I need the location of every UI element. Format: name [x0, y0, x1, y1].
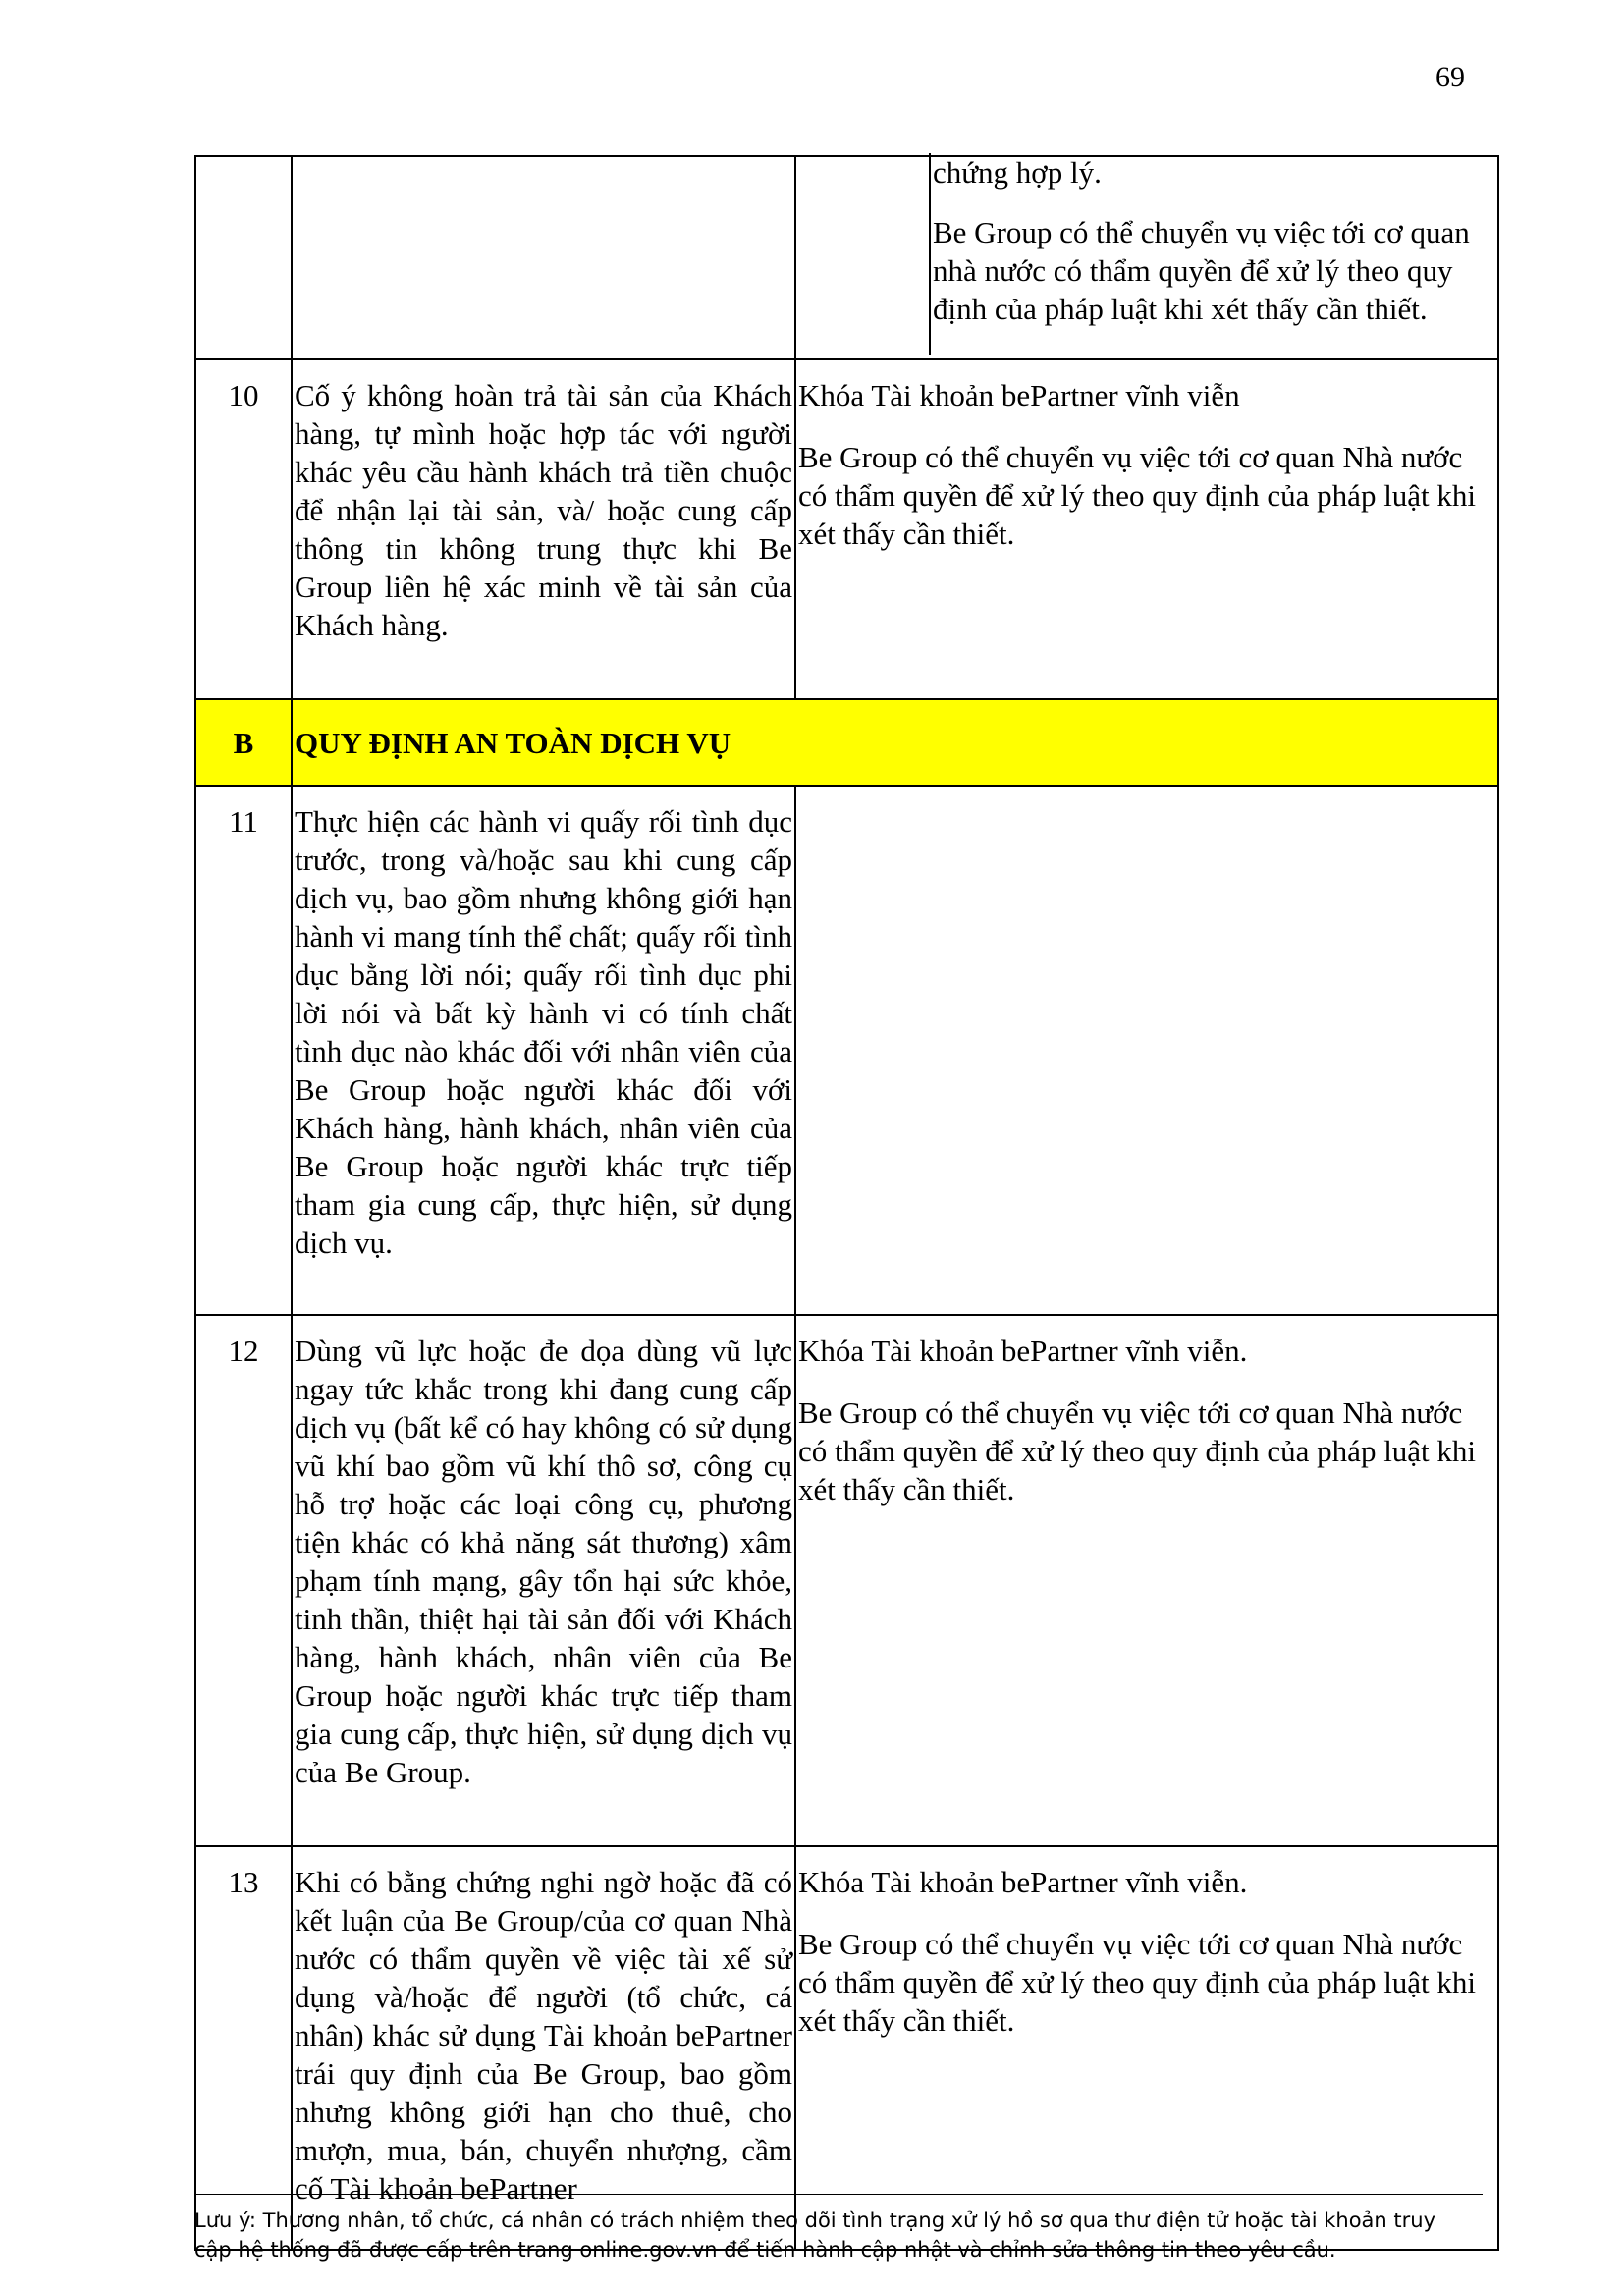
- table-row: [195, 1846, 1498, 2250]
- violations-table: [194, 155, 1499, 2251]
- row-number: 13: [195, 1846, 292, 2250]
- penalty-cell: [795, 359, 1498, 699]
- table-row: [195, 359, 1498, 699]
- penalty-line: Khóa Tài khoản bePartner vĩnh viễn: [798, 378, 1240, 412]
- violation-text: Cố ý không hoàn trả tài sản của Khách hàng, tự mình hoặc hợp tác với người khác yêu cầu hành khách trả tiền chuộc để nhận lại tài sản, và/ hoặc cung cấp thông tin không trung thực khi Be Group liên hệ xác minh về tài sản của Khách hàng.: [292, 359, 795, 699]
- section-letter: B: [195, 699, 292, 786]
- table-row: [195, 1315, 1498, 1846]
- penalty-note: Be Group có thể chuyển vụ việc tới cơ quan Nhà nước có thẩm quyền để xử lý theo quy định của pháp luật khi xét thấy cần thiết.: [798, 440, 1477, 551]
- footer-divider: [194, 2194, 1483, 2195]
- continuation-paragraph: Be Group có thể chuyển vụ việc tới cơ quan nhà nước có thẩm quyền để xử lý theo quy định của pháp luật khi xét thấy cần thiết.: [933, 215, 1470, 326]
- violation-cell: [292, 156, 795, 359]
- row-number: 10: [195, 359, 292, 699]
- penalty-cell: [795, 786, 1498, 1315]
- table-row-continuation: [195, 156, 1498, 359]
- penalty-line: Khóa Tài khoản bePartner vĩnh viễn.: [798, 1334, 1248, 1368]
- penalty-note: Be Group có thể chuyển vụ việc tới cơ quan Nhà nước có thẩm quyền để xử lý theo quy định của pháp luật khi xét thấy cần thiết.: [798, 1927, 1477, 2038]
- penalty-line: Khóa Tài khoản bePartner vĩnh viễn.: [798, 1865, 1248, 1899]
- row-number: 11: [195, 786, 292, 1315]
- section-title: QUY ĐỊNH AN TOÀN DỊCH VỤ: [292, 699, 1498, 786]
- penalty-note: Be Group có thể chuyển vụ việc tới cơ quan Nhà nước có thẩm quyền để xử lý theo quy định của pháp luật khi xét thấy cần thiết.: [798, 1395, 1477, 1506]
- violation-text: Dùng vũ lực hoặc đe dọa dùng vũ lực ngay tức khắc trong khi đang cung cấp dịch vụ (bất kể có hay không có sử dụng vũ khí bao gồm vũ khí thô sơ, công cụ hỗ trợ hoặc các loại công cụ, phương tiện khác có khả năng sát thương) xâm phạm tính mạng, gây tổn hại sức khỏe, tinh thần, thiệt hại tài sản đối với Khách hàng, hành khách, nhân viên của Be Group hoặc người khác trực tiếp tham gia cung cấp, thực hiện, sử dụng dịch vụ của Be Group.: [292, 1315, 795, 1846]
- row-number: 12: [195, 1315, 292, 1846]
- violation-text: Thực hiện các hành vi quấy rối tình dục trước, trong và/hoặc sau khi cung cấp dịch vụ, bao gồm nhưng không giới hạn hành vi mang tính thể chất; quấy rối tình dục bằng lời nói; quấy rối tình dục phi lời nói và bất kỳ hành vi có tính chất tình dục nào khác đối với nhân viên của Be Group hoặc người khác đối với Khách hàng, hành khách, nhân viên của Be Group hoặc người khác trực tiếp tham gia cung cấp, thực hiện, sử dụng dịch vụ.: [292, 786, 795, 1315]
- number-cell: [195, 156, 292, 359]
- footer-note: Lưu ý: Thương nhân, tổ chức, cá nhân có trách nhiệm theo dõi tình trạng xử lý hồ sơ qua thư điện tử hoặc tài khoản truy cập hệ thống đã được cấp trên trang online.gov.vn để tiến hành cập nhật và chỉnh sửa thông tin theo yêu cầu.: [194, 2209, 1435, 2262]
- violation-text: Khi có bằng chứng nghi ngờ hoặc đã có kết luận của Be Group/của cơ quan Nhà nước có thẩm quyền về việc tài xế sử dụng và/hoặc để người (tổ chức, cá nhân) khác sử dụng Tài khoản bePartner trái quy định của Be Group, bao gồm nhưng không giới hạn cho thuê, cho mượn, mua, bán, chuyển nhượng, cầm cố Tài khoản bePartner: [292, 1846, 795, 2250]
- continuation-first-line: chứng hợp lý.: [933, 155, 1102, 190]
- continuation-inner-cell: [929, 153, 1497, 355]
- table-row: [195, 786, 1498, 1315]
- page-number: 69: [1435, 61, 1465, 93]
- penalty-cell: [795, 1315, 1498, 1846]
- penalty-cell: [795, 1846, 1498, 2250]
- section-header-row: [195, 699, 1498, 786]
- penalty-cell: [795, 156, 1498, 359]
